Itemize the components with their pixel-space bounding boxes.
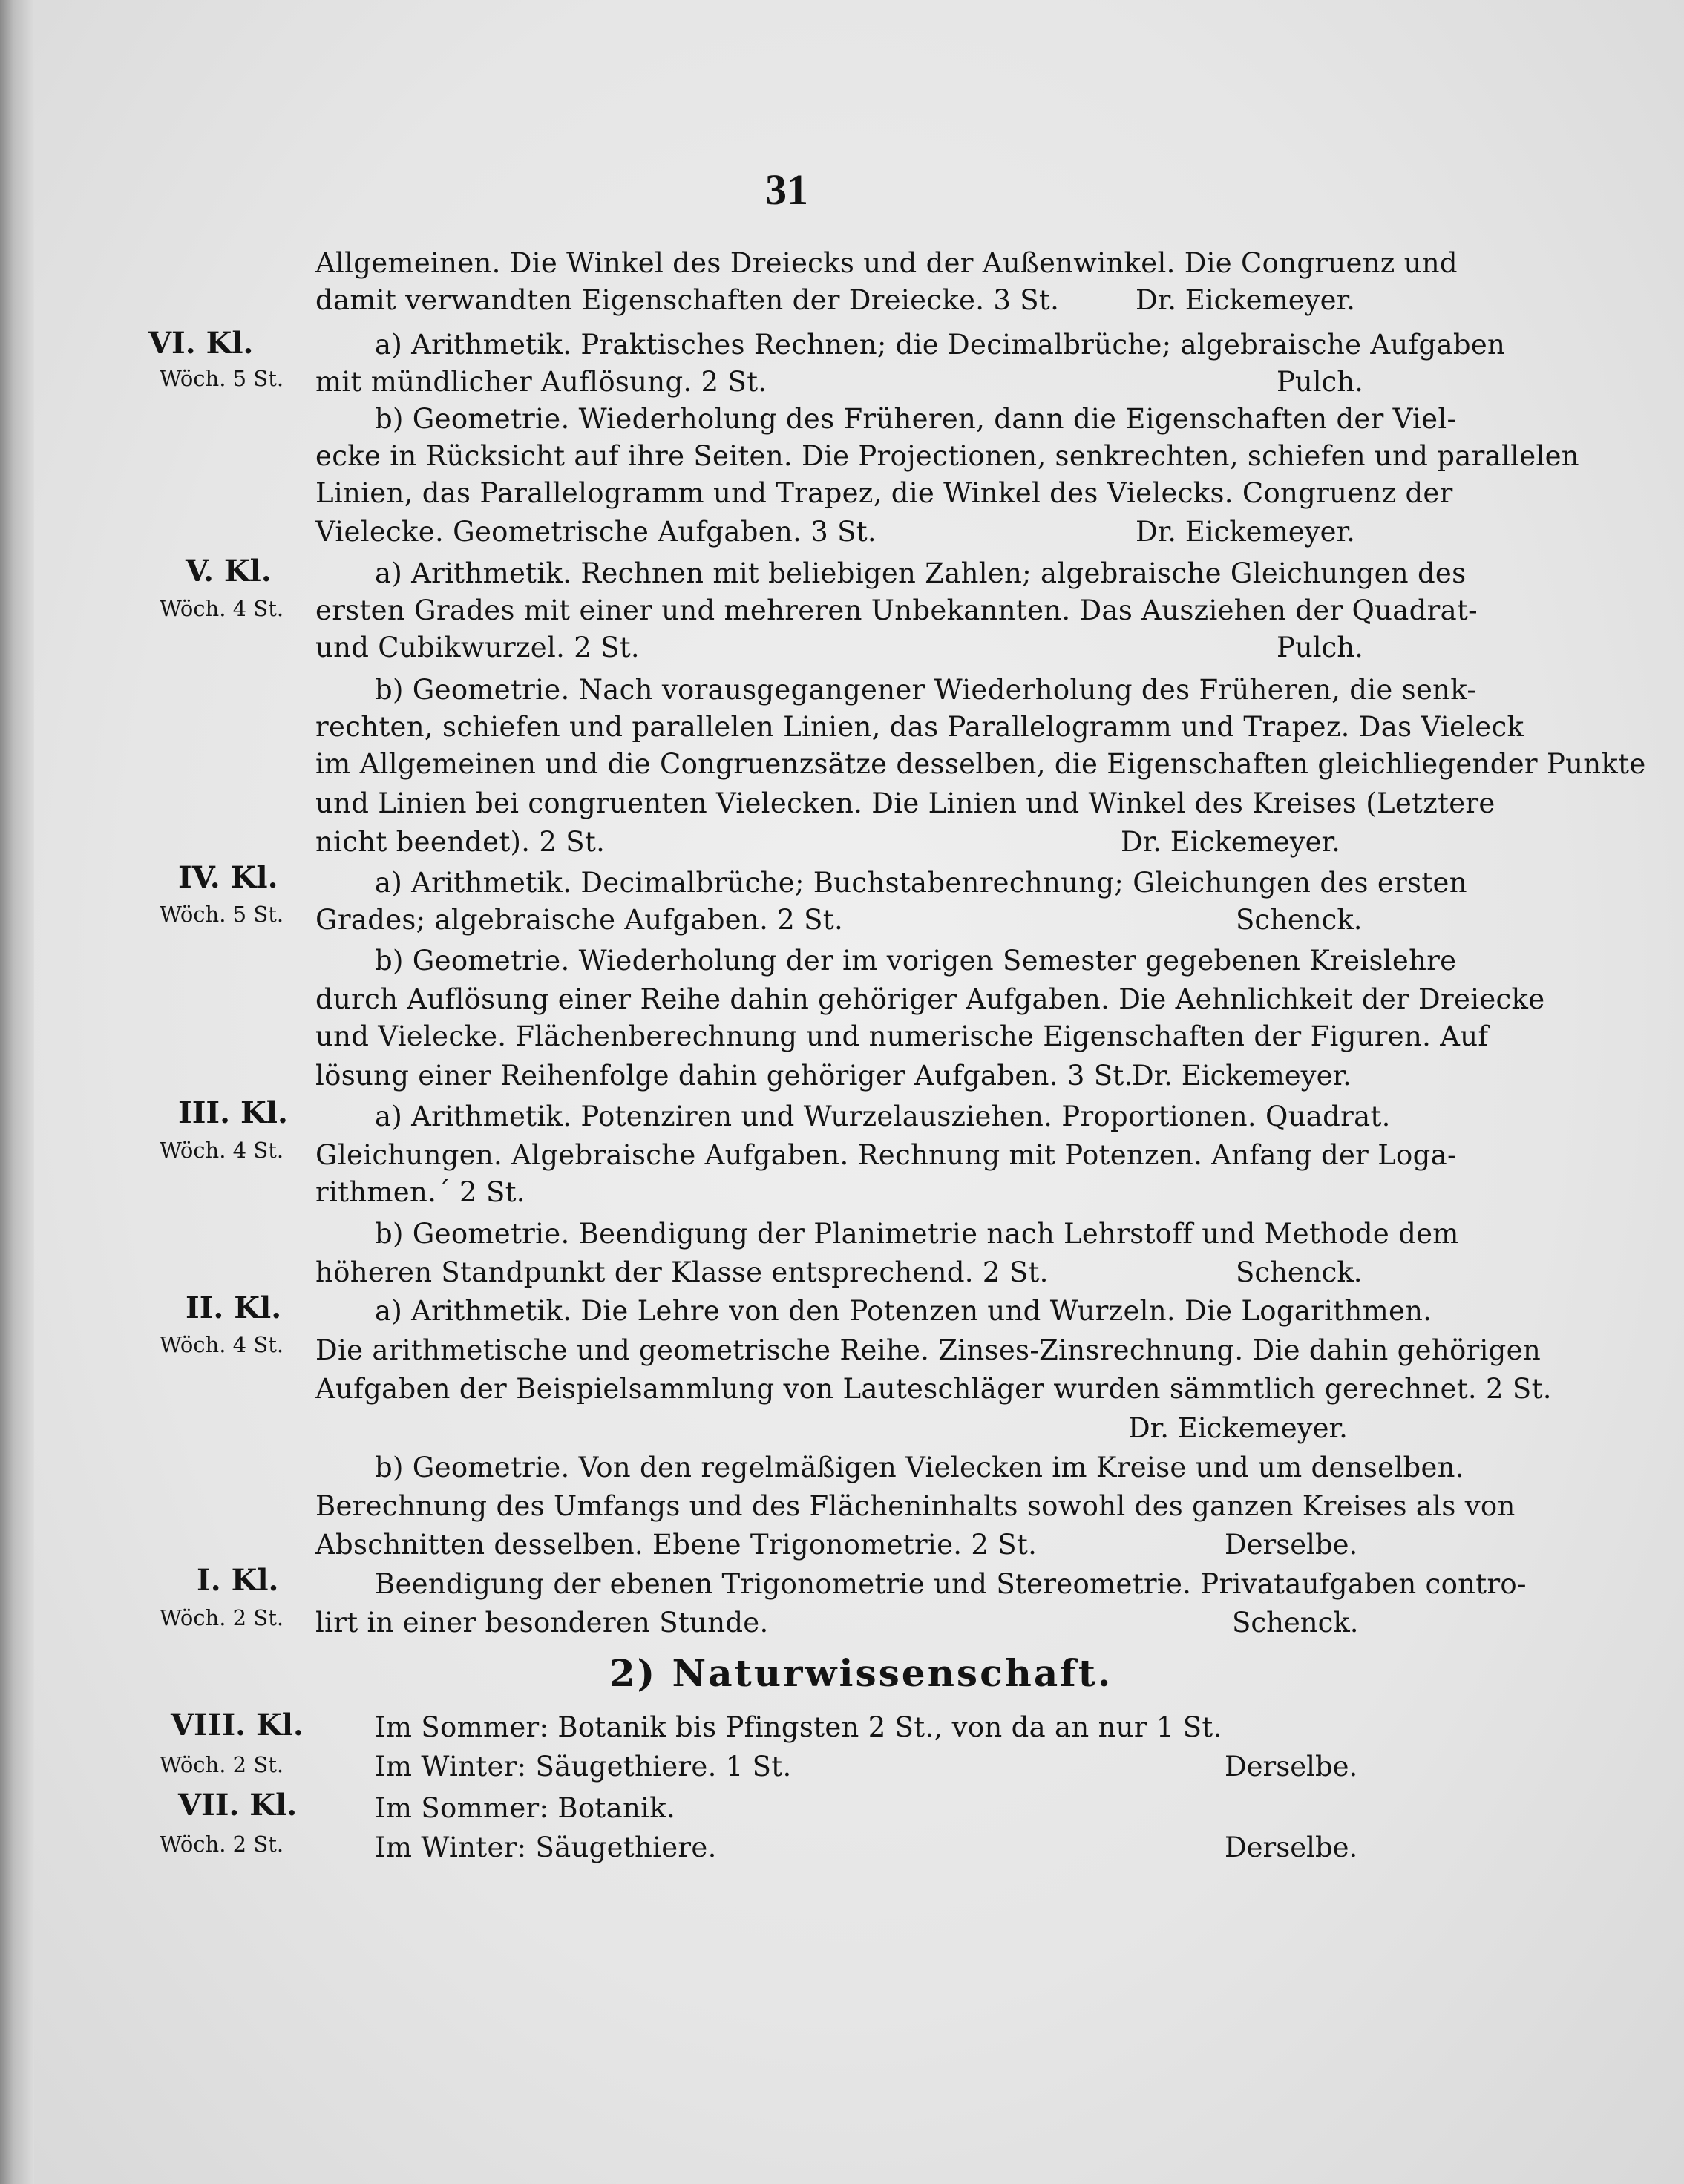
text-line: damit verwandten Eigenschaften der Dreiecke. 3 St. <box>315 284 1060 316</box>
text-line: Linien, das Parallelogramm und Trapez, die Winkel des Vielecks. Congruenz der <box>315 477 1453 509</box>
text-line: Berechnung des Umfangs und des Flächeninhalts sowohl des ganzen Kreises als von <box>315 1490 1516 1522</box>
text-line: Im Sommer: Botanik. <box>375 1792 676 1824</box>
weekly-hours: Wöch. 2 St. <box>160 1832 284 1857</box>
class-label: III. Kl. <box>178 1095 288 1130</box>
teacher-name: Derselbe. <box>1225 1832 1358 1863</box>
teacher-name: Dr. Eickemeyer. <box>1136 516 1355 548</box>
text-line: rithmen.´ 2 St. <box>315 1176 525 1208</box>
text-line: Die arithmetische und geometrische Reihe. Zinses-Zinsrechnung. Die dahin gehörigen <box>315 1334 1541 1366</box>
book-spine-shadow <box>0 0 34 2184</box>
text-line: Grades; algebraische Aufgaben. 2 St. <box>315 904 844 936</box>
weekly-hours: Wöch. 4 St. <box>160 1332 284 1357</box>
text-line: Abschnitten desselben. Ebene Trigonometrie. 2 St. <box>315 1529 1038 1561</box>
class-label: I. Kl. <box>197 1563 279 1598</box>
class-label: IV. Kl. <box>178 860 278 895</box>
text-line: a) Arithmetik. Die Lehre von den Potenzen und Wurzeln. Die Logarithmen. <box>375 1295 1432 1327</box>
teacher-name: Dr. Eickemeyer. <box>1128 1412 1348 1444</box>
text-line: a) Arithmetik. Decimalbrüche; Buchstabenrechnung; Gleichungen des ersten <box>375 867 1467 899</box>
text-line: ersten Grades mit einer und mehreren Unbekannten. Das Ausziehen der Quadrat- <box>315 594 1478 626</box>
text-line: Aufgaben der Beispielsammlung von Lauteschläger wurden sämmtlich gerechnet. 2 St. <box>315 1373 1552 1405</box>
teacher-name: Derselbe. <box>1225 1751 1358 1783</box>
text-line: lösung einer Reihenfolge dahin gehöriger Aufgaben. 3 St. <box>315 1060 1133 1092</box>
page-number: 31 <box>765 165 808 214</box>
class-label: VI. Kl. <box>148 326 254 361</box>
teacher-name: Dr. Eickemeyer. <box>1132 1060 1352 1092</box>
weekly-hours: Wöch. 5 St. <box>160 366 284 391</box>
weekly-hours: Wöch. 2 St. <box>160 1752 284 1777</box>
teacher-name: Dr. Eickemeyer. <box>1136 284 1355 316</box>
text-line: und Vielecke. Flächenberechnung und numerische Eigenschaften der Figuren. Auf <box>315 1020 1489 1052</box>
text-line: und Linien bei congruenten Vielecken. Die Linien und Winkel des Kreises (Letztere <box>315 787 1495 819</box>
text-line: im Allgemeinen und die Congruenzsätze desselben, die Eigenschaften gleichliegender Punkte <box>315 748 1646 780</box>
text-line: a) Arithmetik. Potenziren und Wurzelausziehen. Proportionen. Quadrat. <box>375 1101 1391 1132</box>
teacher-name: Schenck. <box>1232 1607 1359 1639</box>
text-line: b) Geometrie. Von den regelmäßigen Vielecken im Kreise und um denselben. <box>375 1452 1464 1483</box>
text-line: b) Geometrie. Beendigung der Planimetrie nach Lehrstoff und Methode dem <box>375 1218 1459 1250</box>
text-line: ecke in Rücksicht auf ihre Seiten. Die Projectionen, senkrechten, schiefen und parallelen <box>315 440 1579 472</box>
weekly-hours: Wöch. 4 St. <box>160 1138 284 1163</box>
teacher-name: Schenck. <box>1236 1256 1363 1288</box>
text-line: Im Winter: Säugethiere. 1 St. <box>375 1751 792 1783</box>
text-line: b) Geometrie. Wiederholung der im vorigen Semester gegebenen Kreislehre <box>375 945 1457 977</box>
text-line: a) Arithmetik. Rechnen mit beliebigen Zahlen; algebraische Gleichungen des <box>375 557 1467 589</box>
weekly-hours: Wöch. 5 St. <box>160 902 284 927</box>
text-line: Vielecke. Geometrische Aufgaben. 3 St. <box>315 516 877 548</box>
class-label: VII. Kl. <box>178 1788 298 1823</box>
teacher-name: Pulch. <box>1277 366 1363 398</box>
class-label: VIII. Kl. <box>171 1708 304 1742</box>
text-line: mit mündlicher Auflösung. 2 St. <box>315 366 767 398</box>
text-line: Im Sommer: Botanik bis Pfingsten 2 St., von da an nur 1 St. <box>375 1711 1222 1743</box>
text-line: durch Auflösung einer Reihe dahin gehöriger Aufgaben. Die Aehnlichkeit der Dreiecke <box>315 983 1545 1015</box>
text-line: höheren Standpunkt der Klasse entsprechend. 2 St. <box>315 1256 1049 1288</box>
text-line: Gleichungen. Algebraische Aufgaben. Rechnung mit Potenzen. Anfang der Loga- <box>315 1139 1457 1171</box>
text-line: nicht beendet). 2 St. <box>315 826 606 858</box>
section-heading: 2) Naturwissenschaft. <box>609 1651 1113 1695</box>
class-label: V. Kl. <box>186 554 272 588</box>
text-line: rechten, schiefen und parallelen Linien, das Parallelogramm und Trapez. Das Vieleck <box>315 711 1524 743</box>
teacher-name: Dr. Eickemeyer. <box>1121 826 1340 858</box>
text-line: Im Winter: Säugethiere. <box>375 1832 717 1863</box>
teacher-name: Derselbe. <box>1225 1529 1358 1561</box>
teacher-name: Schenck. <box>1236 904 1363 936</box>
teacher-name: Pulch. <box>1277 632 1363 663</box>
weekly-hours: Wöch. 4 St. <box>160 596 284 621</box>
class-label: II. Kl. <box>186 1291 282 1325</box>
text-line: a) Arithmetik. Praktisches Rechnen; die Decimalbrüche; algebraische Aufgaben <box>375 329 1506 361</box>
text-line: b) Geometrie. Wiederholung des Früheren, dann die Eigenschaften der Viel- <box>375 403 1457 435</box>
weekly-hours: Wöch. 2 St. <box>160 1605 284 1630</box>
text-line: b) Geometrie. Nach vorausgegangener Wiederholung des Früheren, die senk- <box>375 674 1477 706</box>
text-line: Allgemeinen. Die Winkel des Dreiecks und der Außenwinkel. Die Congruenz und <box>315 247 1458 279</box>
text-line: lirt in einer besonderen Stunde. <box>315 1607 769 1639</box>
text-line: und Cubikwurzel. 2 St. <box>315 632 640 663</box>
text-line: Beendigung der ebenen Trigonometrie und Stereometrie. Privataufgaben contro- <box>375 1568 1527 1600</box>
